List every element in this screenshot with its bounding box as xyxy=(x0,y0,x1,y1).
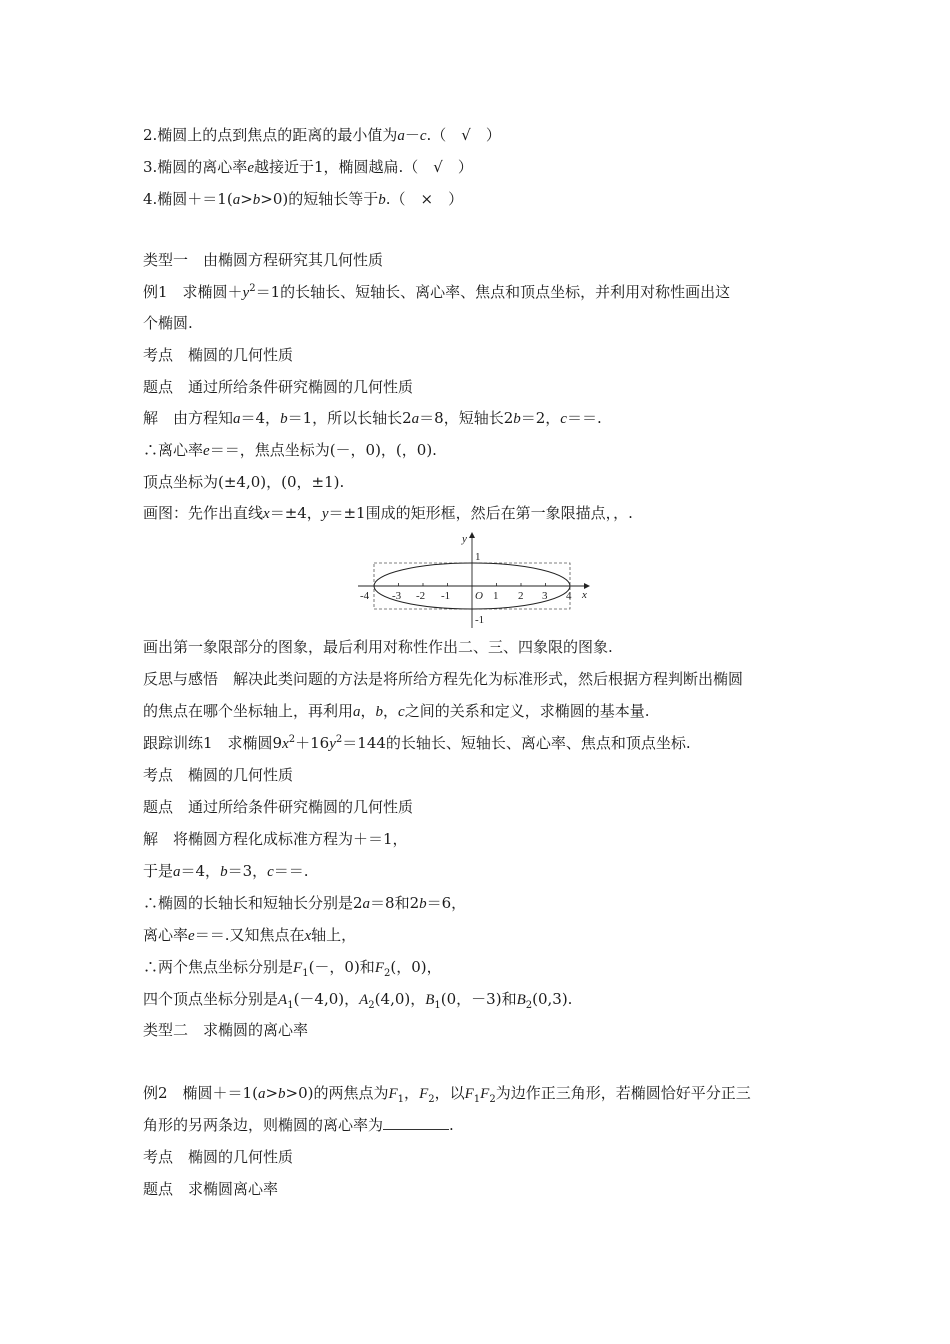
practice-1-subtopic: 题点 通过所给条件研究椭圆的几何性质 xyxy=(143,798,414,816)
example-1-question: 例1 求椭圆$+y^2=1$的长轴长、短轴长、离心率、焦点和顶点坐标，并利用对称性画出这 xyxy=(143,283,731,301)
practice-1-foci: ∴两个焦点坐标分别是$F_1(-$，0)和$F_2$(，0)， xyxy=(143,958,442,979)
x-tick-neg4: -4 xyxy=(360,590,370,602)
example-1-drawing: 画图：先作出直线x＝±4，y＝±1围成的矩形框，然后在第一象限描点，，. xyxy=(143,504,633,522)
practice-1-values: 于是a＝4，b＝3，c＝＝. xyxy=(143,862,309,880)
judgment-item-4: 4.椭圆＋＝1(a>b>0)的短轴长等于b.（ × ） xyxy=(143,190,464,208)
y-axis-label: y xyxy=(462,533,467,545)
origin-label: O xyxy=(475,590,483,602)
example-2-topic: 考点 椭圆的几何性质 xyxy=(143,1148,294,1166)
reflection-line-1: 反思与感悟 解决此类问题的方法是将所给方程先化为标准形式，然后根据方程判断出椭圆 xyxy=(143,670,744,688)
x-tick-3: 3 xyxy=(542,590,548,602)
practice-1-eccentricity: 离心率e＝＝.又知焦点在x轴上， xyxy=(143,926,357,944)
ellipse-figure xyxy=(354,530,594,630)
x-axis-label: x xyxy=(582,589,587,601)
section-heading-type-2: 类型二 求椭圆的离心率 xyxy=(143,1021,309,1039)
practice-1-axes: ∴椭圆的长轴长和短轴长分别是2a＝8和2b＝6， xyxy=(143,894,467,912)
x-tick-1: 1 xyxy=(493,590,499,602)
example-1-drawing-cont: 画出第一象限部分的图象，最后利用对称性作出二、三、四象限的图象. xyxy=(143,638,613,656)
judgment-item-3: 3.椭圆的离心率e越接近于1，椭圆越扁.（ √ ） xyxy=(143,158,473,176)
reflection-line-2: 的焦点在哪个坐标轴上，再利用a，b，c之间的关系和定义，求椭圆的基本量. xyxy=(143,702,650,720)
example-1-eccentricity: ∴离心率e＝＝，焦点坐标为(－，0)，(，0). xyxy=(143,441,437,459)
x-tick-2: 2 xyxy=(518,590,524,602)
practice-1-vertices: 四个顶点坐标分别是$A_1(-4,0)$，$A_2(4,0)$，$B_1(0$，－3)和$B_2(0,3)$. xyxy=(143,990,573,1011)
practice-1-topic: 考点 椭圆的几何性质 xyxy=(143,766,294,784)
example-2-question-cont: 角形的另两条边，则椭圆的离心率为 . xyxy=(143,1116,454,1134)
example-2-question: 例2 椭圆＋＝1(a>b>0)的两焦点为$F_1$，$F_2$，以$F_1F_2$为边作正三角形，若椭圆恰好平分正三 xyxy=(143,1084,751,1105)
example-1-solution: 解 由方程知a＝4，b＝1，所以长轴长2a＝8，短轴长2b＝2，c＝＝. xyxy=(143,409,602,427)
example-1-topic: 考点 椭圆的几何性质 xyxy=(143,346,294,364)
judgment-item-2: 2.椭圆上的点到焦点的距离的最小值为a－c.（ √ ） xyxy=(143,126,501,144)
answer-blank xyxy=(383,1115,449,1130)
example-2-subtopic: 题点 求椭圆离心率 xyxy=(143,1180,279,1198)
y-tick-bottom: -1 xyxy=(475,614,485,626)
section-heading-type-1: 类型一 由椭圆方程研究其几何性质 xyxy=(143,251,384,269)
x-tick-neg3: -3 xyxy=(392,590,402,602)
practice-1-question: 跟踪训练1 求椭圆$9x^2+16y^2=144$的长轴长、短轴长、离心率、焦点和顶点坐标. xyxy=(143,734,691,752)
example-1-subtopic: 题点 通过所给条件研究椭圆的几何性质 xyxy=(143,378,414,396)
example-1-question-cont: 个椭圆. xyxy=(143,314,193,332)
y-tick-top: 1 xyxy=(475,551,481,563)
practice-1-solution: 解 将椭圆方程化成标准方程为＋＝1， xyxy=(143,830,408,848)
y-axis-arrow xyxy=(469,532,475,538)
x-tick-neg2: -2 xyxy=(416,590,426,602)
example-1-vertices: 顶点坐标为(±4,0)，(0，±1). xyxy=(143,473,345,491)
x-tick-neg1: -1 xyxy=(441,590,451,602)
x-tick-4: 4 xyxy=(566,590,572,602)
